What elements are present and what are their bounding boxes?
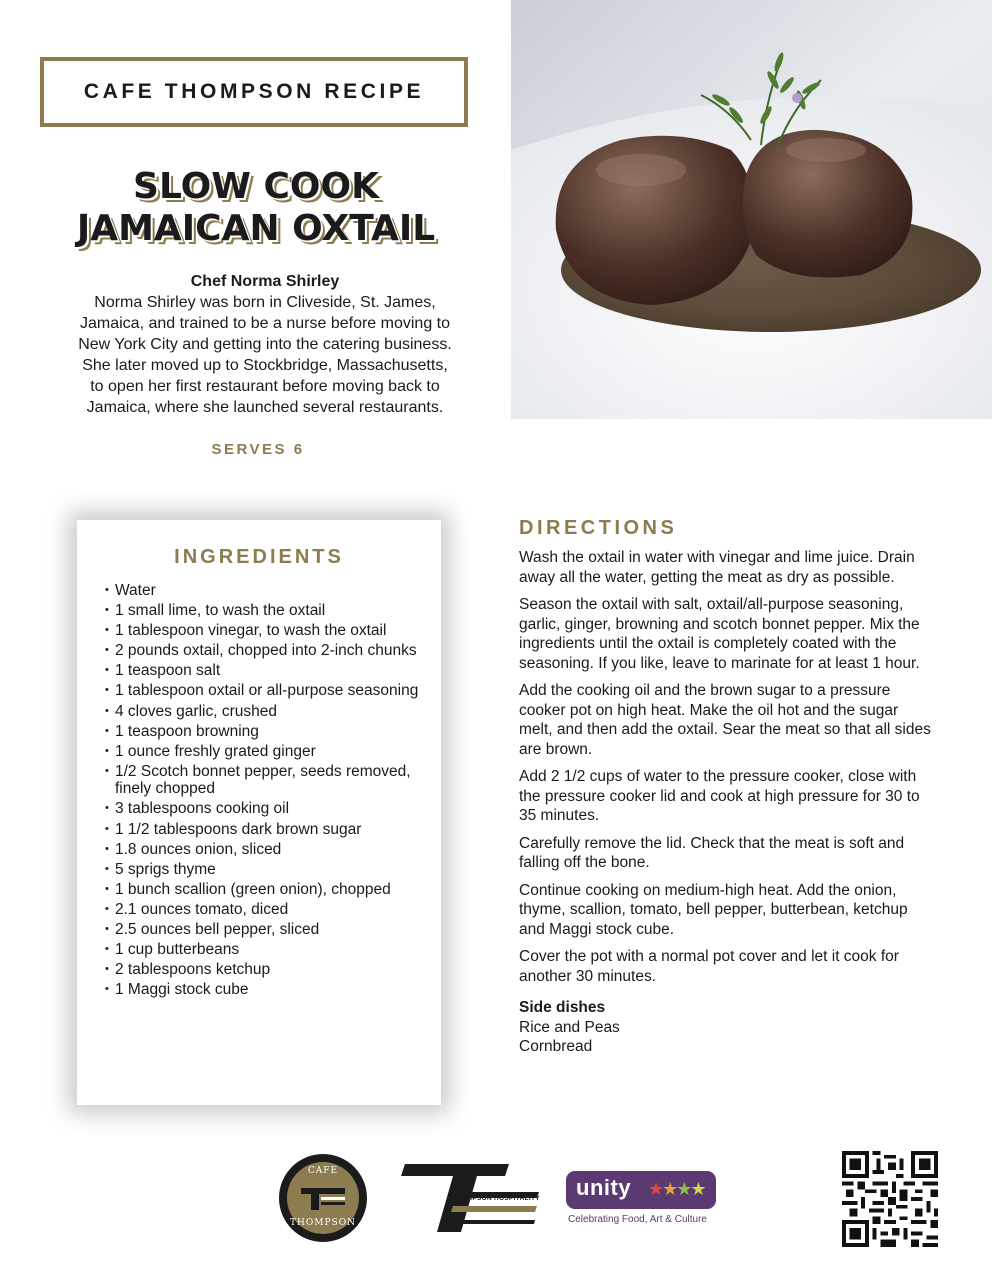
ingredients-list bbox=[105, 582, 425, 1001]
cafe-thompson-logo bbox=[279, 1154, 367, 1242]
ingredient-item: • 1 teaspoon browning bbox=[105, 723, 425, 741]
ingredients-title: INGREDIENTS bbox=[174, 546, 344, 568]
ingredient-item: • 1.8 ounces onion, sliced bbox=[105, 841, 425, 859]
chef-bio-line: Norma Shirley was born in Cliveside, St. James, bbox=[94, 294, 436, 311]
chef-bio-line: She later moved up to Stockbridge, Massachusetts, bbox=[82, 357, 448, 374]
ingredient-item: • 1 ounce freshly grated ginger bbox=[105, 743, 425, 761]
unity-logo bbox=[566, 1171, 716, 1209]
recipe-badge bbox=[40, 57, 468, 127]
ingredient-item: • 5 sprigs thyme bbox=[105, 861, 425, 879]
ingredient-item: • 1 small lime, to wash the oxtail bbox=[105, 602, 425, 620]
qr-code-icon[interactable] bbox=[842, 1151, 938, 1247]
ingredient-item: • 1 cup butterbeans bbox=[105, 941, 425, 959]
unity-stars-icon: ★★★★ bbox=[648, 1179, 705, 1199]
ingredient-item: • 2.5 ounces bell pepper, sliced bbox=[105, 921, 425, 939]
thompson-t-icon bbox=[299, 1184, 347, 1212]
ingredient-item: • 1 tablespoon vinegar, to wash the oxtail bbox=[105, 622, 425, 640]
chef-bio-line: Jamaica, where she launched several restaurants. bbox=[86, 399, 444, 416]
unity-logo-word: unity bbox=[576, 1175, 632, 1200]
side-dish-item: Cornbread bbox=[519, 1038, 593, 1055]
ingredient-item: • 2.1 ounces tomato, diced bbox=[105, 901, 425, 919]
side-dishes-title: Side dishes bbox=[519, 999, 606, 1016]
serves-label: SERVES 6 bbox=[211, 441, 305, 458]
cafe-logo-text-top: CAFE bbox=[307, 1166, 339, 1176]
ingredients-card bbox=[77, 520, 441, 1105]
ingredient-item: • 1 Maggi stock cube bbox=[105, 981, 425, 999]
directions-section bbox=[519, 548, 933, 1057]
ingredient-item: • 1 1/2 tablespoons dark brown sugar bbox=[105, 821, 425, 839]
dish-photo bbox=[511, 0, 992, 419]
recipe-title-line-1: SLOW COOK bbox=[133, 166, 379, 207]
direction-step: Add the cooking oil and the brown sugar to a pressure cooker pot on high heat. Make the oil hot and the sugar melt, and then add the oxtail. Sear the meat so that all sides are brown. bbox=[519, 682, 931, 758]
ingredient-item: • 2 tablespoons ketchup bbox=[105, 961, 425, 979]
ingredient-item: • 3 tablespoons cooking oil bbox=[105, 800, 425, 818]
chef-bio-line: to open her first restaurant before moving back to bbox=[90, 378, 440, 395]
ingredient-item: • 4 cloves garlic, crushed bbox=[105, 703, 425, 721]
chef-name: Chef Norma Shirley bbox=[190, 273, 340, 290]
recipe-badge-label: CAFE THOMPSON RECIPE bbox=[83, 80, 425, 103]
cafe-logo-text-bottom: THOMPSON bbox=[290, 1218, 356, 1228]
ingredient-item: • 2 pounds oxtail, chopped into 2-inch chunks bbox=[105, 642, 425, 660]
ingredient-item: • 1/2 Scotch bonnet pepper, seeds removed, finely chopped bbox=[105, 763, 425, 798]
directions-title: DIRECTIONS bbox=[519, 517, 678, 539]
direction-step: Carefully remove the lid. Check that the meat is soft and falling off the bone. bbox=[519, 834, 905, 871]
chef-bio-line: Jamaica, and trained to be a nurse before moving to bbox=[80, 315, 450, 332]
chef-section bbox=[40, 271, 490, 418]
unity-tagline: Celebrating Food, Art & Culture bbox=[568, 1214, 707, 1225]
recipe-title bbox=[30, 166, 482, 250]
side-dish-item: Rice and Peas bbox=[519, 1018, 620, 1036]
ingredient-item: • Water bbox=[105, 582, 425, 600]
direction-step: Add 2 1/2 cups of water to the pressure cooker, close with the pressure cooker lid and cook at high pressure for 30 to 35 minutes. bbox=[519, 768, 920, 824]
chef-bio-line: New York City and getting into the catering business. bbox=[78, 336, 452, 353]
thompson-hospitality-label: THOMPSON HOSPITALITY bbox=[452, 1195, 540, 1202]
direction-step: Season the oxtail with salt, oxtail/all-purpose seasoning, garlic, ginger, browning and scotch bonnet pepper. Mix the ingredients until the oxtail is completely coated with the seasoning. If you like, leave to marinate for at least 1 hour. bbox=[519, 596, 920, 672]
recipe-title-line-2: JAMAICAN OXTAIL bbox=[76, 208, 436, 249]
footer-logos bbox=[0, 1140, 992, 1288]
direction-step: Cover the pot with a normal pot cover and let it cook for another 30 minutes. bbox=[519, 948, 899, 985]
ingredient-item: • 1 bunch scallion (green onion), chopped bbox=[105, 881, 425, 899]
direction-step: Continue cooking on medium-high heat. Add the onion, thyme, scallion, tomato, bell pepper, butterbean, ketchup and Maggi stock cube. bbox=[519, 881, 908, 938]
oxtail-dish-illustration bbox=[511, 0, 992, 419]
direction-step: Wash the oxtail in water with vinegar and lime juice. Drain away all the water, getting the meat as dry as possible. bbox=[519, 549, 915, 586]
ingredient-item: • 1 tablespoon oxtail or all-purpose seasoning bbox=[105, 682, 425, 700]
ingredient-item: • 1 teaspoon salt bbox=[105, 662, 425, 680]
